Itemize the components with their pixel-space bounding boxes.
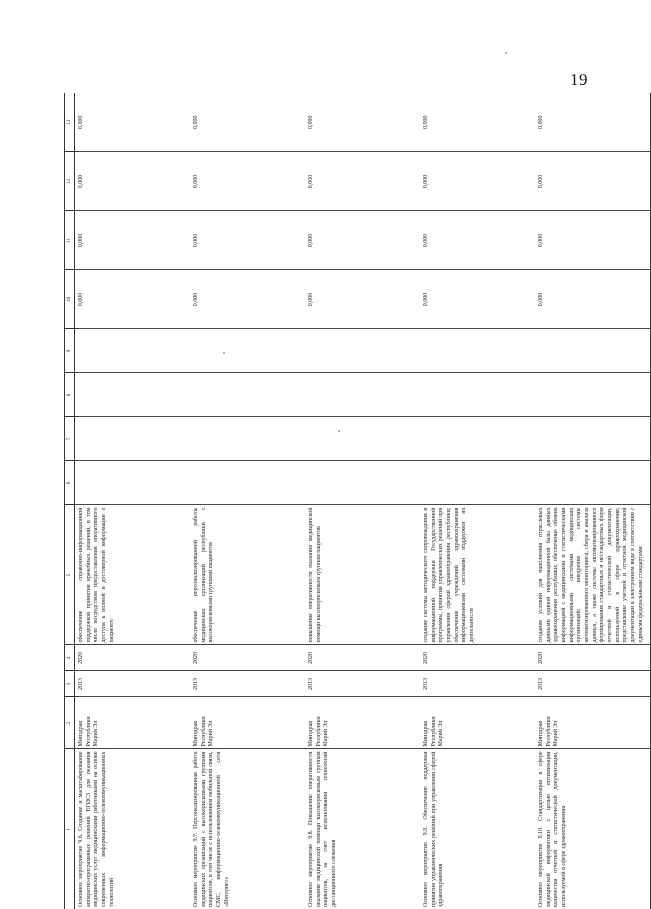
column-number: 9 (65, 329, 75, 373)
value-cell (190, 417, 305, 461)
scan-speck (505, 52, 507, 54)
end-year: 2020 (190, 645, 305, 671)
value-cell (75, 373, 191, 417)
value-cell: 0,000 (420, 270, 535, 329)
page-number: 19 (570, 70, 588, 89)
value-cell: 0,000 (75, 270, 191, 329)
column-number: 8 (65, 373, 75, 417)
value-cell: 0,000 (190, 93, 305, 152)
value-cell (305, 417, 420, 461)
value-cell (535, 461, 651, 505)
end-year: 2020 (305, 645, 420, 671)
value-cell: 0,000 (75, 211, 191, 270)
value-cell (305, 461, 420, 505)
column-number: 13 (65, 93, 75, 152)
executor: Минздрав Республики Марий Эл (420, 697, 535, 749)
value-cell: 0,000 (305, 211, 420, 270)
value-cell (420, 461, 535, 505)
column-number: 3 (65, 671, 75, 697)
value-cell (535, 417, 651, 461)
start-year: 2013 (190, 671, 305, 697)
executor: Минздрав Республики Марий Эл (305, 697, 420, 749)
value-cell (190, 373, 305, 417)
table-row (305, 93, 420, 909)
value-cell: 0,000 (420, 211, 535, 270)
value-cell: 0,000 (305, 152, 420, 211)
column-number: 4 (65, 645, 75, 671)
value-cell (190, 461, 305, 505)
program-table (64, 93, 651, 909)
value-cell (305, 373, 420, 417)
value-cell: 0,000 (420, 152, 535, 211)
value-cell (535, 329, 651, 373)
column-number-row (65, 93, 75, 909)
value-cell: 0,000 (420, 93, 535, 152)
value-cell (420, 417, 535, 461)
column-number: 6 (65, 461, 75, 505)
value-cell: 0,000 (535, 152, 651, 211)
value-cell: 0,000 (190, 270, 305, 329)
start-year: 2013 (75, 671, 191, 697)
measure-name: Основное мероприятие 9.6. Создание и масштабирование аппаратно-программных решений ЕГИСЗ для оказания медицинских услуг медицинскими работниками на основе современных информационно-телекоммуникационных технологий (78, 751, 115, 907)
column-number: 1 (65, 749, 75, 909)
end-year: 2020 (75, 645, 191, 671)
start-year: 2013 (420, 671, 535, 697)
value-cell (75, 329, 191, 373)
column-number: 5 (65, 505, 75, 645)
measure-name: Основное мероприятие 9.7. Персонализированная работа медицинских организаций с высокорисковыми группами пациентов, в том числе с использованием мобильной связи, СМС, информационно-телекоммуникационной сети «Интернет» (193, 751, 230, 907)
table-row (75, 93, 191, 909)
expected-result: создание системы методического сопровождения и информационной поддержки Государственной программы, принятия управленческих решений при управлении сферой здравоохранения республики; обеспечение учреждений здравоохранения информационными системами поддержки их деятельности (420, 505, 535, 645)
table-row (420, 93, 535, 909)
value-cell: 0,000 (75, 93, 191, 152)
end-year: 2020 (535, 645, 651, 671)
rotated-table-container (64, 93, 644, 909)
value-cell (305, 329, 420, 373)
start-year: 2013 (305, 671, 420, 697)
value-cell: 0,000 (535, 211, 651, 270)
executor: Минздрав Республики Марий Эл (190, 697, 305, 749)
expected-result: обеспечение персонализированной работы медицинских организаций республики с высокорисковыми группами пациентов (190, 505, 305, 645)
column-number: 12 (65, 152, 75, 211)
expected-result: повышение оперативности оказания медицинской помощи высокорисковым группам пациентов (305, 505, 420, 645)
value-cell: 0,000 (535, 93, 651, 152)
value-cell (75, 461, 191, 505)
value-cell: 0,000 (535, 270, 651, 329)
value-cell (420, 373, 535, 417)
value-cell (420, 329, 535, 373)
value-cell: 0,000 (190, 152, 305, 211)
value-cell: 0,000 (305, 270, 420, 329)
value-cell: 0,000 (75, 152, 191, 211)
value-cell: 0,000 (305, 93, 420, 152)
value-cell: 0,000 (190, 211, 305, 270)
value-cell (190, 329, 305, 373)
expected-result: обеспечение справочно-информационной поддержкой принятия врачебных решений, в том числе посредством предоставления оперативного доступа к полной и достоверной информации о пациенте (75, 505, 191, 645)
column-number: 2 (65, 697, 75, 749)
start-year: 2013 (535, 671, 651, 697)
executor: Минздрав Республики Марий Эл (75, 697, 191, 749)
measure-name: Основное мероприятие 9.9. Обеспечение поддержки принятия управленческих решений при управлении сферой здравоохранения (423, 751, 445, 907)
executor: Минздрав Республики Марий Эл (535, 697, 651, 749)
table-row (535, 93, 651, 909)
column-number: 11 (65, 211, 75, 270)
value-cell (75, 417, 191, 461)
measure-name: Основное мероприятие 9.10. Стандартизация в сфере медицинской информатики с целью оптимизации количества отчетной и статистической документации, используемой в сфере здравоохранения (538, 751, 568, 907)
value-cell (535, 373, 651, 417)
end-year: 2020 (420, 645, 535, 671)
expected-result: создание условий для наполнения отраслевых данными единой информационной базы данных здравоохранения республики; обеспечение обмена информацией с медицинскими и статистическими информационными системами медицинских организаций; внедрение системы автоматизированного мониторинга, сбора и анализа данных, а также системы автоматизированного формирования стандартных и нестандартных форм отчетной и статистической документации, используемой в сфере здравоохранения; представление учетной и отчетной медицинской документации в электронном виде в соответствии с едиными федеральными стандартами (535, 505, 651, 645)
column-number: 7 (65, 417, 75, 461)
measure-name: Основное мероприятие 9.8. Повышение оперативности оказания медицинской помощи высокорисковым группам пациентов, за счет использования технологий дистанционного слежения (308, 751, 338, 907)
table-row (190, 93, 305, 909)
column-number: 10 (65, 270, 75, 329)
